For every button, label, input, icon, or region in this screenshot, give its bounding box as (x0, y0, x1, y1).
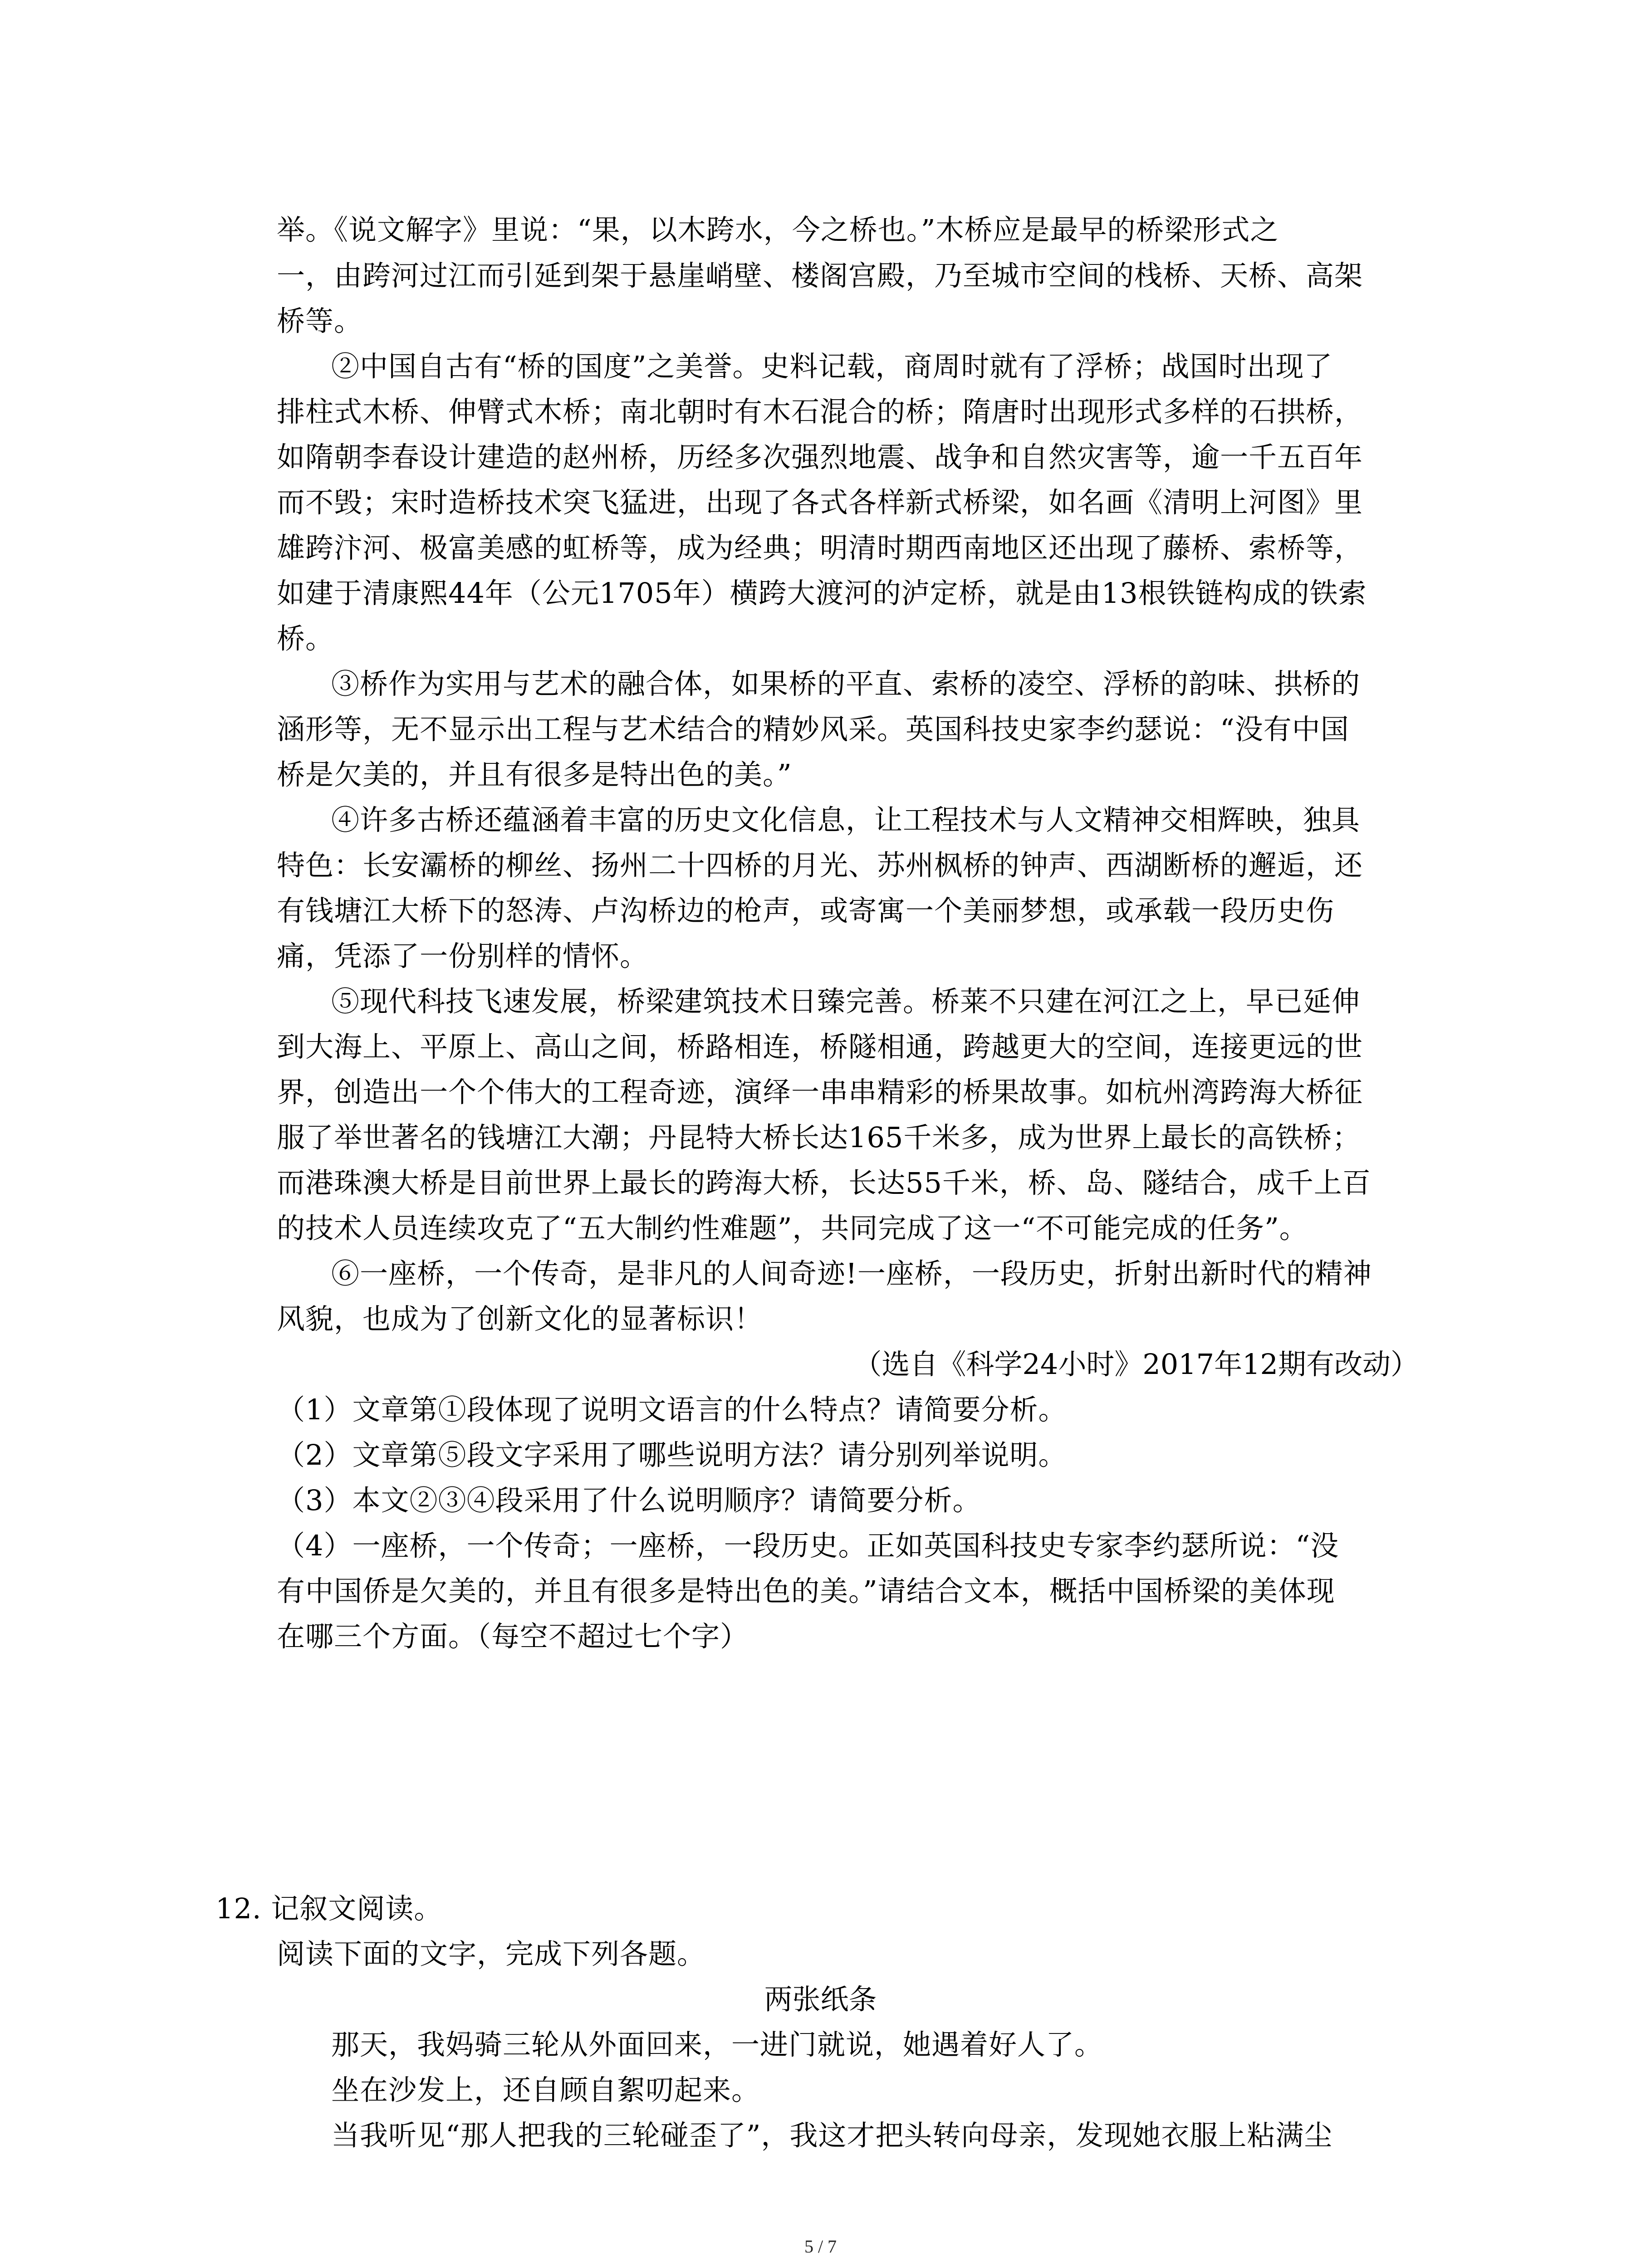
article-line: 如建于清康熙44年（公元1705年）横跨大渡河的泸定桥，就是由13根铁链构成的铁索 (277, 577, 1367, 610)
article-line: 服了举世著名的钱塘江大潮；丹昆特大桥长达165千米多，成为世界上最长的高铁桥； (277, 1121, 1361, 1154)
article-line: 桥等。 (277, 304, 363, 337)
paragraph-4-line: ④许多古桥还蕴涵着丰富的历史文化信息，让工程技术与人文精神交相辉映，独具 (331, 803, 1361, 836)
article-line: 痛，凭添了一份别样的情怀。 (277, 939, 649, 973)
article-line: 如隋朝李春设计建造的赵州桥，历经多次强烈地震、战争和自然灾害等，逾一千五百年 (277, 440, 1363, 474)
article-line: 有钱塘江大桥下的怒涛、卢沟桥边的枪声，或寄寓一个美丽梦想，或承载一段历史伤 (277, 894, 1335, 927)
article-line: 到大海上、平原上、高山之间，桥路相连，桥隧相通，跨越更大的空间，连接更远的世 (277, 1030, 1363, 1063)
question-2: （2）文章第⑤段文字采用了哪些说明方法？请分别列举说明。 (277, 1438, 1067, 1471)
article-line: 风貌，也成为了创新文化的显著标识！ (277, 1302, 763, 1335)
section-12-instruction: 阅读下面的文字，完成下列各题。 (277, 1937, 706, 1970)
article-line: 而港珠澳大桥是目前世界上最长的跨海大桥，长达55千米，桥、岛、隧结合，成千上百 (277, 1166, 1371, 1199)
article-line: 而不毁；宋时造桥技术突飞猛进，出现了各式各样新式桥梁，如名画《清明上河图》里 (277, 486, 1363, 519)
question-4: （4）一座桥，一个传奇；一座桥，一段历史。正如英国科技史专家李约瑟所说：“没 (277, 1529, 1339, 1562)
article-line: 涵形等，无不显示出工程与艺术结合的精妙风采。英国科技史家李约瑟说：“没有中国 (277, 713, 1349, 746)
question-4-cont: 有中国侨是欠美的，并且有很多是特出色的美。”请结合文本，概括中国桥梁的美体现 (277, 1574, 1335, 1608)
story-line: 当我听见“那人把我的三轮碰歪了”，我这才把头转向母亲，发现她衣服上粘满尘 (331, 2119, 1333, 2152)
article-line: 排柱式木桥、伸臂式木桥；南北朝时有木石混合的桥；隋唐时出现形式多样的石拱桥， (277, 395, 1363, 428)
article-line: 界，创造出一个个伟大的工程奇迹，演绎一串串精彩的桥果故事。如杭州湾跨海大桥征 (277, 1075, 1363, 1109)
article-line: 的技术人员连续攻克了“五大制约性难题”，共同完成了这一“不可能完成的任务”。 (277, 1212, 1308, 1245)
paragraph-5-line: ⑤现代科技飞速发展，桥梁建筑技术日臻完善。桥莱不只建在河江之上，早已延伸 (331, 985, 1361, 1018)
article-line: 举。《说文解字》里说：“果，以木跨水，今之桥也。”木桥应是最早的桥梁形式之 (277, 213, 1279, 246)
paragraph-3-line: ③桥作为实用与艺术的融合体，如果桥的平直、索桥的凌空、浮桥的韵味、拱桥的 (331, 667, 1361, 700)
story-line: 那天，我妈骑三轮从外面回来，一进门就说，她遇着好人了。 (331, 2028, 1103, 2061)
story-line: 坐在沙发上，还自顾自絮叨起来。 (331, 2073, 760, 2107)
question-4-cont: 在哪三个方面。（每空不超过七个字） (277, 1620, 749, 1653)
article-line: 桥是欠美的，并且有很多是特出色的美。” (277, 758, 792, 791)
paragraph-6-line: ⑥一座桥，一个传奇，是非凡的人间奇迹!一座桥，一段历史，折射出新时代的精神 (331, 1257, 1372, 1290)
question-1: （1）文章第①段体现了说明文语言的什么特点？请简要分析。 (277, 1393, 1067, 1426)
page-number: 5 / 7 (804, 2236, 837, 2257)
paragraph-2-line: ②中国自古有“桥的国度”之美誉。史料记载，商周时就有了浮桥；战国时出现了 (331, 350, 1333, 383)
article-line: 特色：长安灞桥的柳丝、扬州二十四桥的月光、苏州枫桥的钟声、西湖断桥的邂逅，还 (277, 849, 1363, 882)
section-12-heading: 12. 记叙文阅读。 (216, 1892, 443, 1925)
article-source: （选自《科学24小时》2017年12期有改动） (853, 1348, 1419, 1381)
story-title: 两张纸条 (764, 1983, 877, 2016)
article-line: 雄跨汴河、极富美感的虹桥等，成为经典；明清时期西南地区还出现了藤桥、索桥等， (277, 531, 1363, 564)
question-3: （3）本文②③④段采用了什么说明顺序？请简要分析。 (277, 1484, 981, 1517)
article-line: 桥。 (277, 622, 334, 655)
article-line: 一，由跨河过江而引延到架于悬崖峭壁、楼阁宫殿，乃至城市空间的栈桥、天桥、高架 (277, 259, 1363, 292)
